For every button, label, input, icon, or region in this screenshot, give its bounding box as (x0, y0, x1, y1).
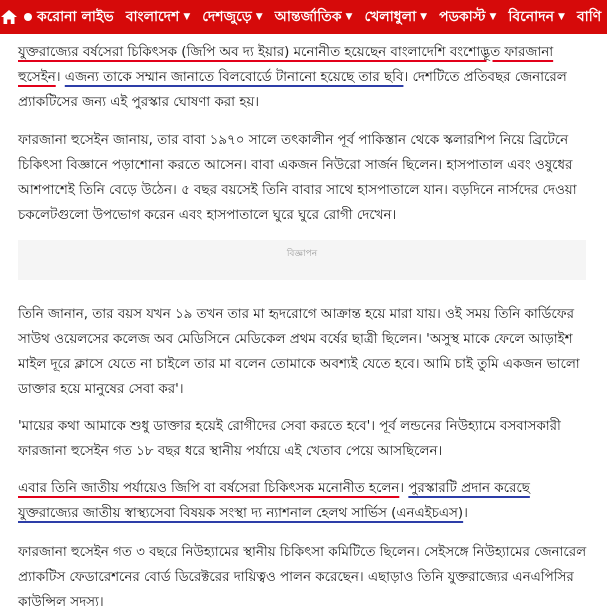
article-paragraph-3: তিনি জানান, তার বয়স যখন ১৯ তখন তার মা হৃদরোগে আক্রান্ত হয়ে মারা যায়। ওই সময় তিনি কার্ডিফের সাউথ ওয়েলসের কলেজ অব মেডিসিনে মেডিকেল প্রথম বর্ষের ছাত্রী ছিলেন। 'অসুস্থ মাকে ফেলে আড়াইশ মাইল দূরে ক্লাসে যেতে না চাইলে তার মা বলেন তোমাকে অবশ্যই যেতে হবে। আমি চাই তুমি একজন ভালো ডাক্তার হয়ে মানুষের সেবা কর'। (18, 307, 580, 397)
chevron-down-icon: ▼ (183, 12, 191, 22)
top-navigation (0, 0, 607, 34)
nav-item-international[interactable]: আন্তর্জাতিক ▼ (274, 9, 353, 25)
nav-item-corona-live[interactable]: করোনা লাইভ (18, 0, 120, 34)
nav-item-podcast[interactable]: পডকাস্ট ▼ (439, 9, 497, 25)
article-paragraph-2: ফারজানা হুসেইন জানায়, তার বাবা ১৯৭০ সালে তৎকালীন পূর্ব পাকিস্তান থেকে স্কলারশিপ নিয়ে ব্রিটেনে চিকিৎসা বিজ্ঞানে পড়াশোনা করতে আসেন। বাবা একজন নিউরো সার্জন ছিলেন। হাসপাতাল এবং ওষুধের আশপাশেই তিনি বেড়ে উঠেন। ৫ বছর বয়সেই তিনি বাবার সাথে হাসপাতালে যান। বড়দিনে নার্সদের দেওয়া চকলেটগুলো উপভোগ করেন এবং হাসপাতালে ঘুরে ঘুরে রোগী দেখেন। (18, 133, 577, 223)
home-button[interactable] (0, 0, 18, 34)
nav-item-countrywide[interactable]: দেশজুড়ে ▼ (202, 9, 263, 25)
nav-item-bangladesh[interactable]: বাংলাদেশ ▼ (125, 9, 191, 25)
article-paragraph-5: এবার তিনি জাতীয় পর্যায়েও জিপি বা বর্ষসেরা চিকিৎসক মনোনীত হলেন। পুরস্কারটি প্রদান করেছে যুক্তরাজ্যের জাতীয় স্বাস্থ্যসেবা বিষয়ক সংস্থা দ্য ন্যাশনাল হেলথ সার্ভিস (এনএইচএস)। (18, 481, 530, 521)
article-paragraph-6: ফারজানা হুসেইন গত ৩ বছরে নিউহ্যামের স্থানীয় চিকিৎসা কমিটিতে ছিলেন। সেইসঙ্গে নিউহ্যামের জেনারেল প্র্যাকটিস ফেডারেশনের বোর্ড ডিরেক্টরের দায়িত্বও পালন করেছেন। এছাড়াও তিনি যুক্তরাজ্যের এনএপিসির কাউন্সিল সদস্য। (18, 545, 587, 610)
chevron-down-icon: ▼ (420, 12, 428, 22)
chevron-down-icon: ▼ (557, 12, 565, 22)
article-paragraph-1: যুক্তরাজ্যের বর্ষসেরা চিকিৎসক (জিপি অব দ্য ইয়ার) মনোনীত হয়েছেন বাংলাদেশি বংশোদ্ভূত ফারজানা হুসেইন। এজন্য তাকে সম্মান জানাতে বিলবোর্ডে টানানো হয়েছে তার ছবি। দেশটিতে প্রতিবছর জেনারেল প্র্যাকটিসের জন্য এই পুরস্কার ঘোষণা করা হয়। (18, 45, 567, 110)
article-paragraph-4: 'মায়ের কথা আমাকে শুধু ডাক্তার হয়েই রোগীদের সেবা করতে হবে'। পূর্ব লন্ডনের নিউহ্যামে বসবাসকারী ফারজানা হুসেইন গত ১৮ বছর ধরে স্থানীয় পর্যায়ে এই খেতাব পেয়ে আসছিলেন। (18, 419, 561, 459)
live-dot-icon (24, 13, 32, 21)
advertisement-slot[interactable] (18, 240, 586, 280)
highlight-blue: এজন্য তাকে সম্মান জানাতে বিলবোর্ডে টানানো হয়েছে তার ছবি (64, 70, 404, 85)
nav-item-sports[interactable]: খেলাধুলা ▼ (364, 9, 428, 25)
home-icon (0, 9, 18, 25)
nav-item-entertainment[interactable]: বিনোদন ▼ (508, 9, 565, 25)
highlight-red: এবার তিনি জাতীয় পর্যায়েও জিপি বা বর্ষসেরা চিকিৎসক মনোনীত হলেন (18, 481, 400, 496)
nav-item-commerce[interactable]: বাণি (576, 9, 602, 25)
highlight-red: যুক্তরাজ্যের বর্ষসেরা চিকিৎসক (জিপি অব দ্য ইয়ার) মনোনীত হয়েছেন বাংলাদেশি বংশোদ্ভূত ফারজানা হুসেইন (18, 45, 554, 85)
highlight-blue: পুরস্কারটি প্রদান করেছে যুক্তরাজ্যের জাতীয় স্বাস্থ্যসেবা বিষয়ক সংস্থা দ্য ন্যাশনাল হেলথ সার্ভিস (এনএইচএস) (18, 481, 530, 521)
chevron-down-icon: ▼ (345, 12, 353, 22)
chevron-down-icon: ▼ (489, 12, 497, 22)
chevron-down-icon: ▼ (255, 12, 263, 22)
advertisement-label: বিজ্ঞাপন (286, 249, 318, 259)
